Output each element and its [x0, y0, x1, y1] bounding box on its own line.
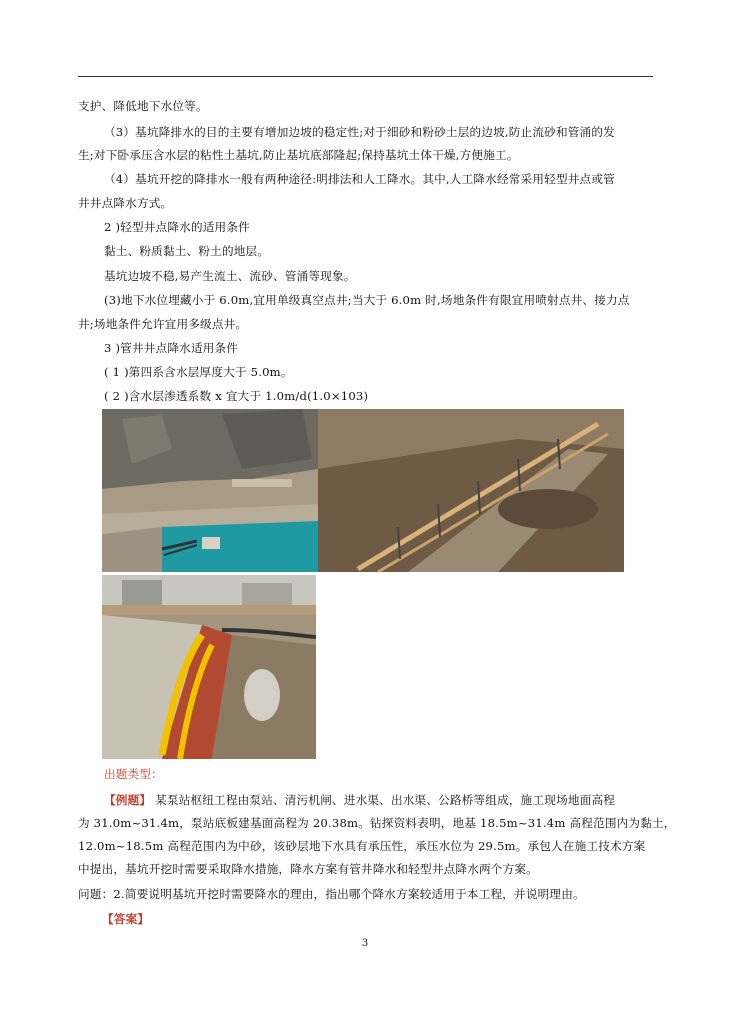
well-point-trench-photo: [318, 409, 624, 572]
question-type-label: 出题类型：: [104, 767, 163, 781]
page-number: 3: [361, 938, 369, 949]
text-line-5: 井井点降水方式。: [78, 196, 173, 210]
text-line-11: 3 )管井井点降水适用条件: [104, 341, 239, 355]
text-line-8: 基坑边坡不稳,易产生流土、流砂、管涌等现象。: [104, 269, 356, 283]
text-line-3: 生;对下卧承压含水层的粘性土基坑,防止基坑底部隆起;保持基坑土体干燥,方便施工。: [78, 148, 519, 162]
text-line-1: 支护、降低地下水位等。: [78, 99, 208, 113]
excavation-pit-photo: [102, 409, 318, 572]
dewatering-pipes-photo: [102, 575, 316, 759]
text-line-9: (3)地下水位埋藏小于 6.0m,宜用单级真空点井;当大于 6.0m 时,场地条件有限宜用喷射点井、接力点: [104, 293, 630, 307]
text-line-10: 井;场地条件允许宜用多级点井。: [78, 317, 248, 331]
text-line-2: （3）基坑降排水的目的主要有增加边坡的稳定性;对于细砂和粉砂土层的边坡,防止流砂和管涌的发: [104, 125, 615, 139]
example-line-4: 中提出，基坑开挖时需要采取降水措施，降水方案有管井降水和轻型井点降水两个方案。: [78, 862, 538, 876]
example-line-2: 为 31.0m~31.4m，泵站底板建基面高程为 20.38m。钻探资料表明，地基 18.5m~31.4m 高程范围内为黏土，: [78, 816, 676, 830]
example-line-1: [104, 792, 615, 808]
answer-label: 【答案】: [102, 912, 150, 926]
question-line: 问题：2.简要说明基坑开挖时需要降水的理由，指出哪个降水方案较适用于本工程，并说明理由。: [78, 887, 585, 901]
text-line-13: ( 2 )含水层渗透系数 x 宜大于 1.0m/d(1.0×103): [104, 389, 369, 403]
header-rule: [78, 76, 653, 77]
text-line-12: ( 1 )第四系含水层厚度大于 5.0m。: [104, 365, 293, 379]
example-label: 【例题】: [104, 793, 152, 807]
text-line-7: 黏土、粉质黏土、粉土的地层。: [104, 244, 270, 258]
text-line-6: 2 )轻型井点降水的适用条件: [104, 220, 250, 234]
text-line-4: （4）基坑开挖的降排水一般有两种途径:明排法和人工降水。其中,人工降水经常采用轻型井点或管: [104, 172, 615, 186]
example-text-1: 某泵站枢纽工程由泵站、清污机闸、进水渠、出水渠、公路桥等组成，施工现场地面高程: [155, 793, 616, 807]
example-line-3: 12.0m~18.5m 高程范围内为中砂，该砂层地下水具有承压性，承压水位为 29.5m。承包人在施工技术方案: [78, 839, 646, 853]
